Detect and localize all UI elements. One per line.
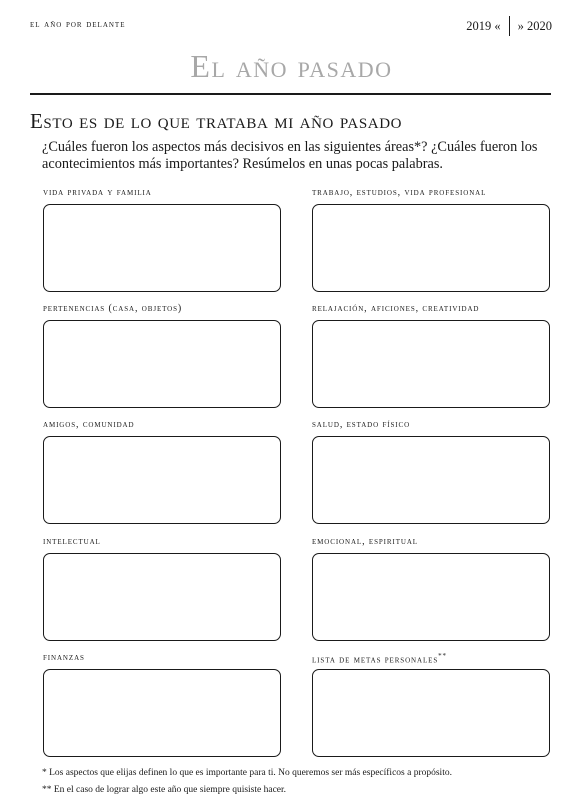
area-label-trabajo: trabajo, estudios, vida profesional bbox=[312, 187, 487, 198]
area-box-trabajo[interactable] bbox=[312, 204, 550, 292]
area-box-intelectual[interactable] bbox=[43, 553, 281, 641]
section-heading: Esto es de lo que trataba mi año pasado bbox=[30, 109, 403, 133]
area-label-emocional: emocional, espiritual bbox=[312, 536, 418, 547]
area-box-pertenencias[interactable] bbox=[43, 320, 281, 408]
area-box-vida-privada[interactable] bbox=[43, 204, 281, 292]
area-label-finanzas: finanzas bbox=[43, 652, 85, 663]
area-box-emocional[interactable] bbox=[312, 553, 550, 641]
area-box-relajacion[interactable] bbox=[312, 320, 550, 408]
area-label-metas-text: lista de metas personales bbox=[312, 654, 439, 666]
area-box-metas[interactable] bbox=[312, 669, 550, 757]
page-title: El año pasado bbox=[190, 48, 393, 84]
area-label-metas bbox=[312, 652, 447, 665]
year-previous: 2019 « bbox=[466, 18, 501, 33]
footnote-1: * Los aspectos que elijas definen lo que es importante para ti. No queremos ser más específicos a propósito. bbox=[42, 768, 452, 778]
area-label-pertenencias: pertenencias (casa, objetos) bbox=[43, 303, 183, 314]
title-rule bbox=[30, 93, 551, 95]
footnote-marker: ** bbox=[438, 652, 447, 660]
footnote-2: ** En el caso de lograr algo este año que siempre quisiste hacer. bbox=[42, 785, 287, 795]
area-label-vida-privada: vida privada y familia bbox=[43, 187, 152, 198]
area-label-amigos: amigos, comunidad bbox=[43, 419, 135, 430]
year-next: » 2020 bbox=[517, 18, 552, 33]
area-box-amigos[interactable] bbox=[43, 436, 281, 524]
year-divider bbox=[509, 16, 510, 36]
section-question: ¿Cuáles fueron los aspectos más decisivos en las siguientes áreas*? ¿Cuáles fueron los acontecimientos más importantes? Resúmelos en unas pocas palabras. bbox=[42, 139, 538, 172]
running-header: el año por delante bbox=[30, 19, 126, 30]
area-box-salud[interactable] bbox=[312, 436, 550, 524]
area-label-relajacion: relajación, aficiones, creatividad bbox=[312, 303, 480, 314]
area-box-finanzas[interactable] bbox=[43, 669, 281, 757]
area-label-intelectual: intelectual bbox=[43, 536, 101, 547]
area-label-salud: salud, estado físico bbox=[312, 419, 411, 430]
year-navigation bbox=[466, 16, 552, 36]
